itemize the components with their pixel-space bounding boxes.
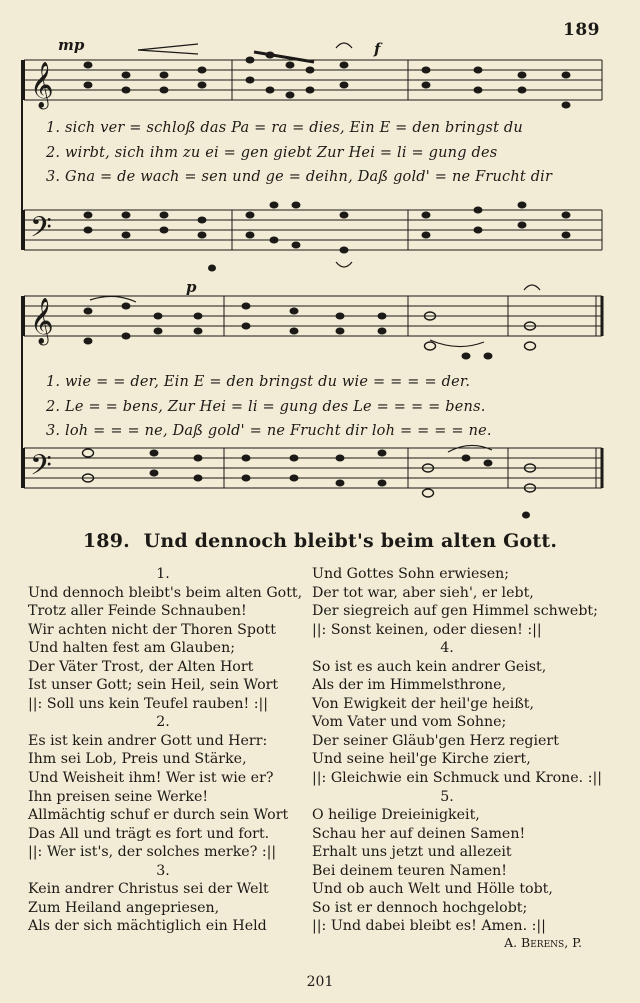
verse-line: Trotz aller Feinde Schnauben!	[28, 603, 247, 620]
lyric-line: 1. wie = = der, Ein E = den bringst du wie = = = = der.	[46, 374, 471, 390]
stanza-number: 4.	[440, 640, 454, 657]
verse-line: Der seiner Gläub'gen Herz regiert	[312, 732, 559, 749]
verse-line: So ist es auch kein andrer Geist,	[312, 658, 547, 675]
footer-page-number: 201	[306, 974, 334, 990]
dynamic-p: p	[186, 278, 197, 296]
hymn-title-text: Und dennoch bleibt's beim alten Gott.	[143, 530, 558, 552]
dynamic-mp: mp	[58, 36, 85, 54]
dynamic-f: f	[374, 40, 381, 58]
verse-line: Und Weisheit ihm! Wer ist wie er?	[28, 770, 274, 787]
verse-line: Als der sich mächtiglich ein Held	[28, 918, 267, 935]
staff-treble-1	[24, 60, 602, 100]
music-score	[18, 30, 618, 525]
stanza-number: 5.	[440, 788, 454, 805]
verse-line: Bei deinem teuren Namen!	[312, 862, 508, 879]
lyric-line: 2. Le = = bens, Zur Hei = li = gung des Le = = = = bens.	[46, 399, 486, 415]
treble-clef-icon: 𝄞	[30, 298, 54, 344]
notes-bass-1	[84, 202, 571, 272]
verse-line: Und ob auch Welt und Hölle tobt,	[312, 881, 553, 898]
verse-line: Allmächtig schuf er durch sein Wort	[28, 807, 289, 824]
verse-line: Kein andrer Christus sei der Welt	[28, 881, 269, 898]
text-column-left	[28, 565, 302, 936]
verse-line: So ist er dennoch hochgelobt;	[312, 899, 528, 916]
page-number: 189	[563, 20, 600, 40]
verse-line: Von Ewigkeit der heil'ge heißt,	[312, 695, 535, 712]
staff-treble-2	[24, 296, 602, 336]
verse-line: Der siegreich auf gen Himmel schwebt;	[312, 603, 598, 620]
verse-line: Als der im Himmelsthrone,	[312, 677, 507, 694]
verse-line: Zum Heiland angepriesen,	[28, 899, 220, 916]
staff-bass-1	[24, 210, 602, 250]
notes-bass-2	[83, 449, 536, 519]
bass-clef-icon: 𝄢	[30, 211, 52, 251]
verse-line: Und Gottes Sohn erwiesen;	[312, 566, 510, 582]
verse-line: ||: Und dabei bleibt es! Amen. :||	[312, 918, 546, 935]
verse-line: Erhalt uns jetzt und allezeit	[312, 844, 512, 861]
staff-bass-2	[24, 448, 602, 488]
verse-line: Vom Vater und vom Sohne;	[312, 714, 507, 731]
verse-line: Ist unser Gott; sein Heil, sein Wort	[28, 677, 279, 694]
notes-treble-2	[84, 303, 536, 360]
lyric-line: 2. wirbt, sich ihm zu ei = gen giebt Zur Hei = li = gung des	[46, 145, 498, 161]
lyric-line: 3. Gna = de wach = sen und ge = deihn, Daß gold' = ne Frucht dir	[46, 169, 553, 185]
verse-line: Der Väter Trost, der Alten Hort	[28, 658, 254, 675]
lyric-line: 3. loh = = = ne, Daß gold' = ne Frucht dir loh = = = = ne.	[46, 423, 492, 439]
verse-line: ||: Gleichwie ein Schmuck und Krone. :||	[312, 770, 603, 787]
verse-line: ||: Sonst keinen, oder diesen! :||	[312, 621, 542, 638]
text-column-right	[312, 565, 602, 936]
stanza-number: 1.	[156, 566, 170, 582]
verse-line: Und seine heil'ge Kirche ziert,	[312, 751, 531, 768]
stanza-number: 3.	[156, 862, 170, 879]
verse-line: Ihn preisen seine Werke!	[28, 788, 209, 805]
verse-line: Ihm sei Lob, Preis und Stärke,	[28, 751, 247, 768]
verse-line: ||: Soll uns kein Teufel rauben! :||	[28, 695, 269, 712]
lyric-line: 1. sich ver = schloß das Pa = ra = dies, Ein E = den bringst du	[46, 120, 523, 136]
verse-line: Das All und trägt es fort und fort.	[28, 825, 270, 842]
verse-line: Schau her auf deinen Samen!	[312, 825, 526, 842]
verse-line: Und halten fest am Glauben;	[28, 640, 235, 657]
verse-line: ||: Wer ist's, der solches merke? :||	[28, 844, 277, 861]
treble-clef-icon: 𝄞	[30, 62, 54, 108]
hymn-title	[0, 530, 640, 552]
verse-line: Und dennoch bleibt's beim alten Gott,	[28, 584, 303, 601]
hymn-number: 189.	[82, 530, 130, 552]
author: A. Berens, P.	[504, 935, 582, 950]
verse-line: Wir achten nicht der Thoren Spott	[28, 621, 276, 638]
stanza-number: 2.	[156, 714, 170, 731]
bass-clef-icon: 𝄢	[30, 449, 52, 489]
verse-line: Der tot war, aber sieh', er lebt,	[312, 584, 534, 601]
verse-line: O heilige Dreieinigkeit,	[312, 807, 480, 824]
verse-line: Es ist kein andrer Gott und Herr:	[28, 732, 268, 749]
